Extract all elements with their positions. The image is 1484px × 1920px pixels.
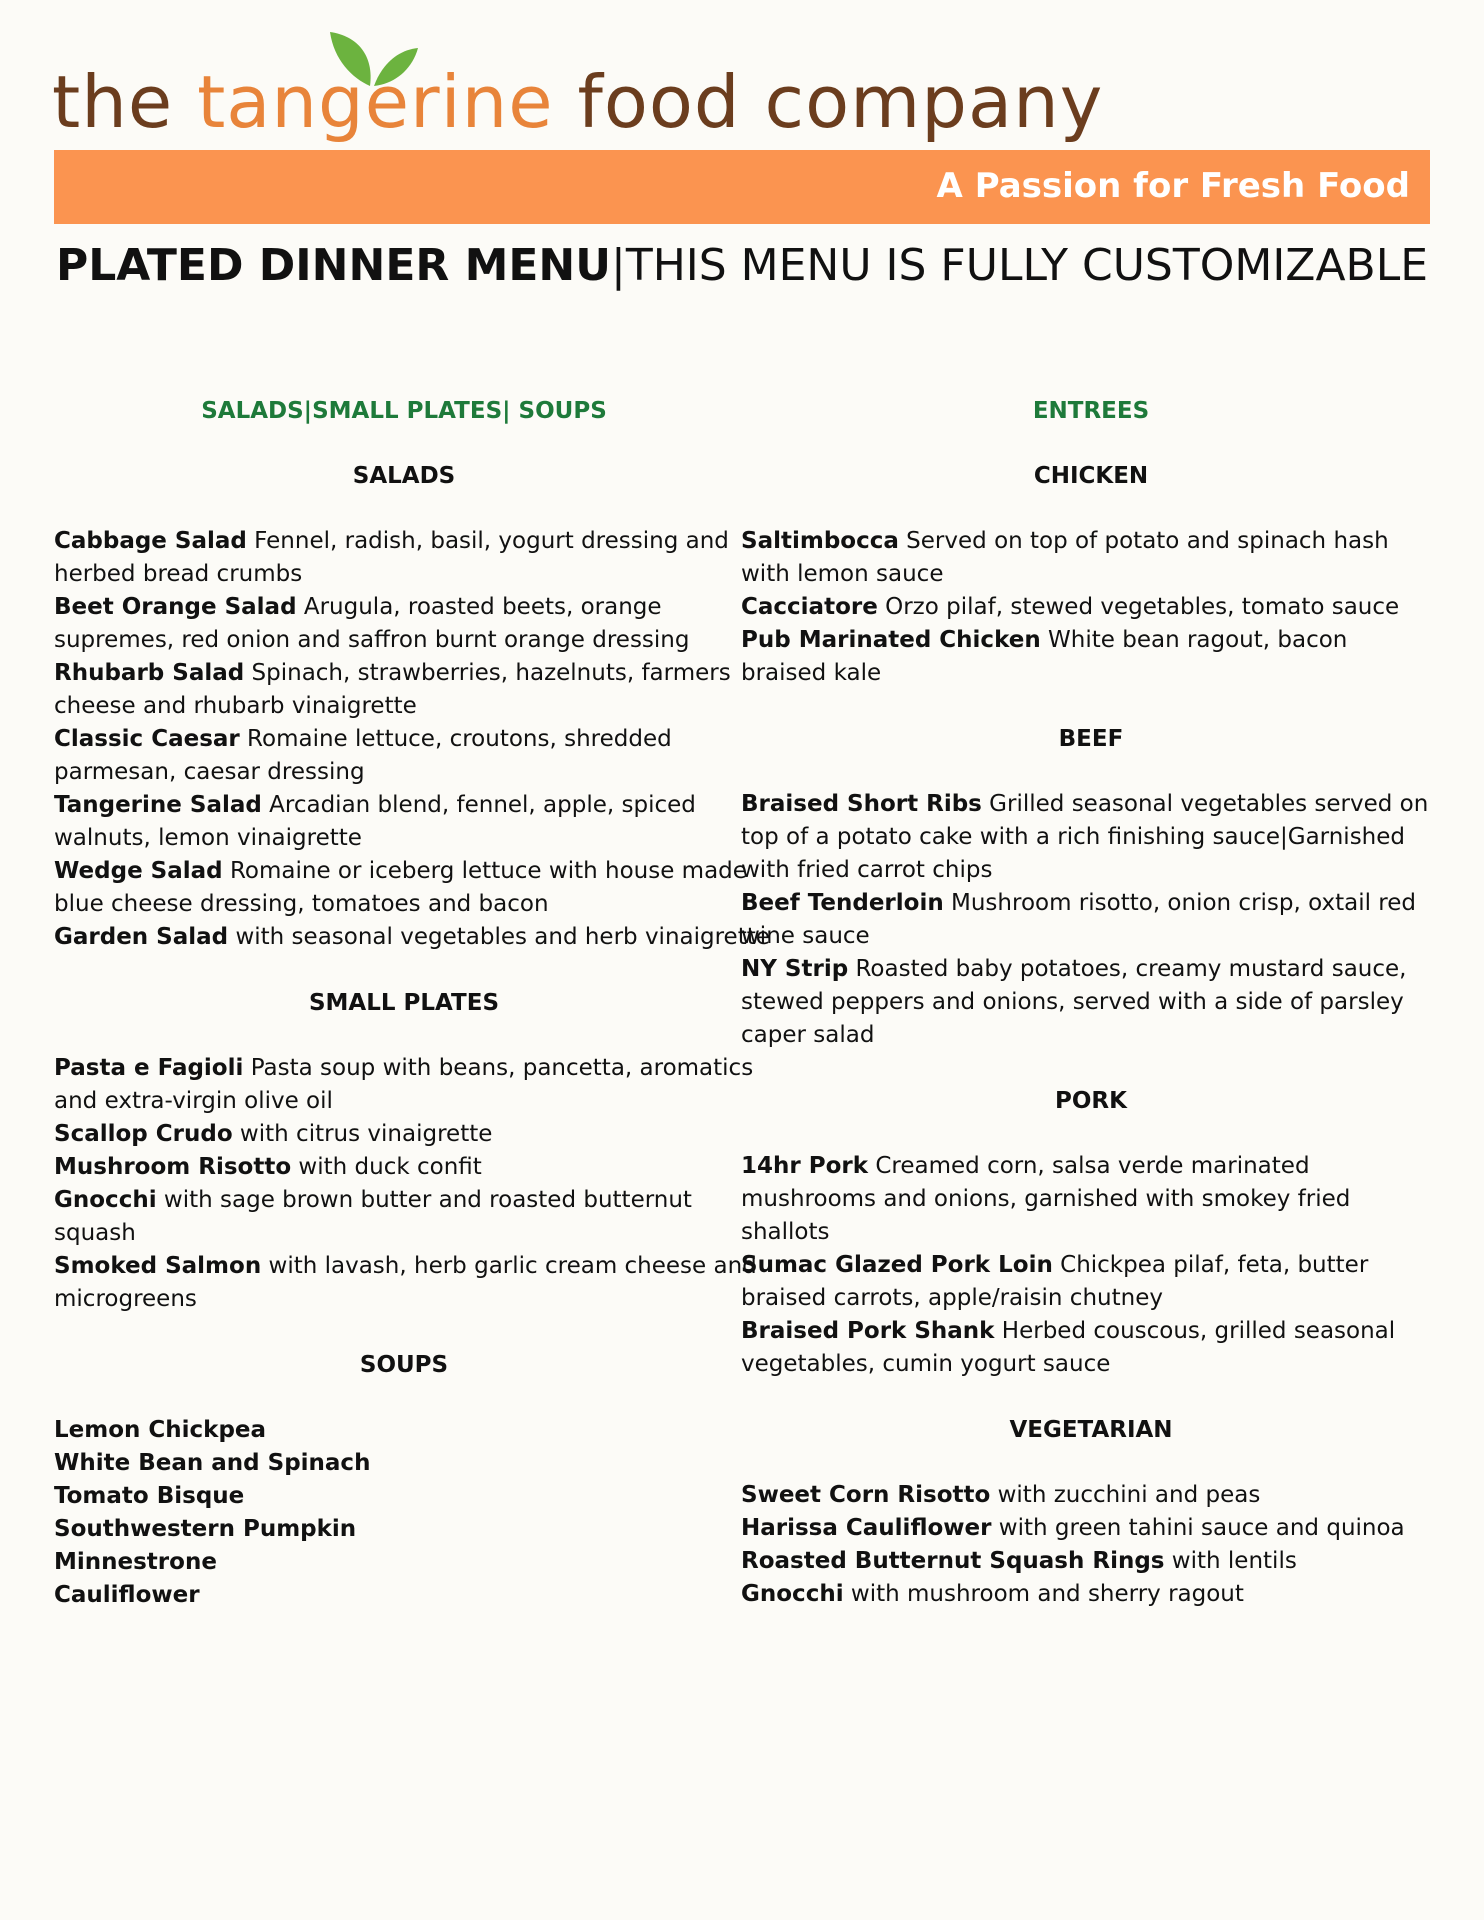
menu-item-name: Braised Pork Shank (741, 1318, 995, 1344)
menu-item (54, 789, 754, 822)
company-logo (52, 28, 1104, 148)
right-column (741, 395, 1441, 1644)
page-title (0, 240, 1484, 291)
menu-item-description: Pasta soup with beans, pancetta, aromatics (243, 1055, 754, 1081)
menu-item (741, 1512, 1431, 1545)
menu-item-description: Chickpea pilaf, feta, butter braised carrots, apple/raisin chutney (741, 1252, 1369, 1311)
menu-item (741, 1578, 1431, 1611)
menu-item-name: Gnocchi (741, 1581, 844, 1607)
left-column (54, 395, 770, 1645)
menu-item-name: Beet Orange Salad (54, 594, 297, 620)
menu-item (54, 855, 754, 888)
menu-item-list (54, 1052, 757, 1316)
menu-item-description: Spinach, strawberries, hazelnuts, farmers (244, 660, 731, 686)
menu-item-description: blue cheese dressing, tomatoes and bacon (54, 891, 549, 917)
menu-item-description: parmesan, caesar dressing (54, 759, 365, 785)
section-heading-pork: PORK (1055, 1088, 1127, 1114)
menu-item-description: with citrus vinaigrette (232, 1121, 493, 1147)
menu-item-name: Beef Tenderloin (741, 890, 944, 916)
menu-item-name: Sweet Corn Risotto (741, 1482, 991, 1508)
menu-item (741, 624, 1431, 690)
menu-item-name: Cauliflower (54, 1582, 200, 1608)
menu-item-name: Minnestrone (54, 1549, 217, 1575)
menu-item (741, 1479, 1431, 1512)
menu-item-name: Braised Short Ribs (741, 791, 982, 817)
menu-item (741, 887, 1431, 953)
menu-item (54, 1217, 754, 1250)
menu-item-list (741, 1150, 1441, 1381)
menu-item-description: Creamed corn, salsa verde marinated mushrooms and onions, garnished with smokey fried shallots (741, 1153, 1351, 1245)
menu-item-name: Tangerine Salad (54, 792, 262, 818)
menu-item-name: Rhubarb Salad (54, 660, 245, 686)
title-rest: THIS MENU IS FULLY CUSTOMIZABLE (625, 240, 1429, 291)
section-heading-beef: BEEF (1058, 726, 1124, 752)
menu-item-name: Southwestern Pumpkin (54, 1516, 357, 1542)
logo-wordmark (52, 60, 1103, 144)
menu-item-name: Lemon Chickpea (54, 1417, 267, 1443)
menu-item (54, 1546, 754, 1579)
menu-item-description: Orzo pilaf, stewed vegetables, tomato sauce (877, 594, 1400, 620)
menu-item-description: with mushroom and sherry ragout (843, 1581, 1244, 1607)
menu-item-description: White bean ragout, bacon braised kale (741, 627, 1348, 686)
menu-item (741, 788, 1431, 887)
menu-item (54, 1085, 754, 1118)
menu-item-description: and extra-virgin olive oil (54, 1088, 333, 1114)
logo-word-company: company (764, 60, 1104, 144)
section-heading-small-plates: SMALL PLATES (308, 990, 500, 1016)
menu-item-name: Sumac Glazed Pork Loin (741, 1252, 1053, 1278)
section-heading-salads: SALADS (352, 463, 456, 489)
menu-item-name: Roasted Butternut Squash Rings (741, 1548, 1165, 1574)
menu-item (54, 624, 754, 657)
menu-item (54, 888, 754, 921)
menu-item (54, 1414, 754, 1447)
menu-item (54, 1052, 754, 1085)
menu-item-name: Cacciatore (741, 594, 878, 620)
menu-item-description: Served on top of potato and spinach hash with lemon sauce (741, 528, 1389, 587)
menu-item (54, 1480, 754, 1513)
menu-item-description: Grilled seasonal vegetables served on top of a potato cake with a rich finishing sauce|Garnished with fried carrot chips (741, 791, 1429, 883)
title-bold: PLATED DINNER MENU (55, 240, 611, 291)
menu-item-description: with duck confit (291, 1154, 482, 1180)
menu-item-description: Fennel, radish, basil, yogurt dressing and (246, 528, 729, 554)
menu-item-description: Roasted baby potatoes, creamy mustard sauce, stewed peppers and onions, served with a side of parsley caper salad (741, 956, 1407, 1048)
menu-item-list (54, 1414, 754, 1612)
menu-item-name: Gnocchi (54, 1187, 157, 1213)
logo-word-the: the (52, 60, 174, 144)
menu-item-name: 14hr Pork (741, 1153, 869, 1179)
menu-item-name: Tomato Bisque (54, 1483, 245, 1509)
menu-item-name: Smoked Salmon (54, 1253, 262, 1279)
menu-item (54, 1513, 754, 1546)
title-separator: | (610, 240, 626, 291)
menu-item-description: supremes, red onion and saffron burnt orange dressing (54, 627, 690, 653)
logo-word-food: food (577, 60, 741, 144)
menu-item-name: Pasta e Fagioli (54, 1055, 244, 1081)
menu-item (741, 1315, 1431, 1381)
left-column-heading: SALADS|SMALL PLATES| SOUPS (201, 398, 607, 424)
menu-item (54, 591, 754, 624)
menu-item-description: with zucchini and peas (990, 1482, 1261, 1508)
menu-item-description: with sage brown butter and roasted butternut (156, 1187, 692, 1213)
menu-item-description: with lavash, herb garlic cream cheese and (261, 1253, 757, 1279)
menu-item-name: Saltimbocca (741, 528, 899, 554)
menu-item-description: Romaine lettuce, croutons, shredded (239, 726, 672, 752)
menu-item (54, 1184, 754, 1217)
menu-item-description: with green tahini sauce and quinoa (991, 1515, 1405, 1541)
menu-item (54, 690, 754, 723)
menu-item (54, 1283, 754, 1316)
menu-item-description: herbed bread crumbs (54, 561, 303, 587)
menu-item (54, 756, 754, 789)
menu-item-description: Arugula, roasted beets, orange (296, 594, 662, 620)
menu-item (54, 1151, 754, 1184)
menu-item-name: NY Strip (741, 956, 849, 982)
menu-item (54, 558, 754, 591)
menu-item-name: Cabbage Salad (54, 528, 247, 554)
menu-item (54, 723, 754, 756)
menu-item-description: cheese and rhubarb vinaigrette (54, 693, 417, 719)
menu-item (54, 525, 754, 558)
menu-item (741, 1150, 1431, 1249)
section-heading-vegetarian: VEGETARIAN (1009, 1417, 1173, 1443)
menu-item-list (54, 525, 770, 954)
menu-item (54, 1250, 757, 1283)
menu-item (54, 1447, 754, 1480)
menu-item (741, 953, 1431, 1052)
menu-item-list (741, 525, 1441, 690)
menu-item-description: squash (54, 1220, 136, 1246)
menu-item-description: walnuts, lemon vinaigrette (54, 825, 362, 851)
menu-item (54, 822, 754, 855)
menu-item (741, 591, 1431, 624)
menu-item-list (741, 1479, 1441, 1611)
menu-item-description: Romaine or iceberg lettuce with house made (222, 858, 747, 884)
menu-item-name: Harissa Cauliflower (741, 1515, 992, 1541)
menu-item-description: microgreens (54, 1286, 197, 1312)
menu-item-description: Arcadian blend, fennel, apple, spiced (261, 792, 696, 818)
section-heading-soups: SOUPS (359, 1352, 449, 1378)
menu-item (54, 657, 754, 690)
menu-item-description: with seasonal vegetables and herb vinaigrette (228, 924, 770, 950)
menu-item (54, 1579, 754, 1612)
section-heading-chicken: CHICKEN (1033, 463, 1149, 489)
menu-item-description: with lentils (1164, 1548, 1297, 1574)
menu-item (741, 1545, 1431, 1578)
menu-item-name: Wedge Salad (54, 858, 223, 884)
tagline-banner (54, 150, 1430, 224)
menu-item-name: White Bean and Spinach (54, 1450, 371, 1476)
menu-item-name: Garden Salad (54, 924, 229, 950)
menu-item-name: Scallop Crudo (54, 1121, 233, 1147)
menu-item (54, 1118, 754, 1151)
menu-item (54, 921, 770, 954)
menu-item-list (741, 788, 1441, 1052)
logo-word-tangerine: tangerine (197, 60, 554, 144)
menu-item-name: Classic Caesar (54, 726, 240, 752)
right-column-heading: ENTREES (1032, 398, 1150, 424)
menu-item-description: Herbed couscous, grilled seasonal vegetables, cumin yogurt sauce (741, 1318, 1396, 1377)
tagline: A Passion for Fresh Food (936, 166, 1410, 206)
menu-item (741, 525, 1431, 591)
menu-item (741, 1249, 1431, 1315)
menu-item-description: Mushroom risotto, onion crisp, oxtail red wine sauce (741, 890, 1417, 949)
menu-item-name: Mushroom Risotto (54, 1154, 292, 1180)
menu-item-name: Pub Marinated Chicken (741, 627, 1041, 653)
